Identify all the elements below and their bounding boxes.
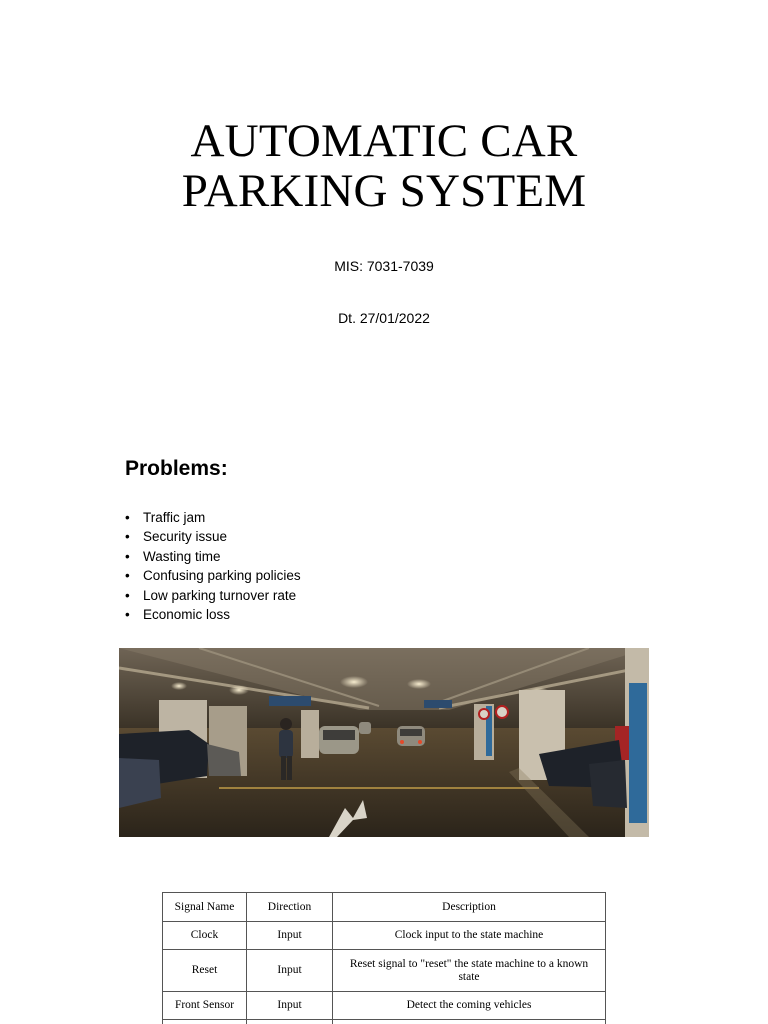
table-cell: Input — [247, 922, 333, 950]
list-item — [125, 547, 301, 566]
list-item-text: Low parking turnover rate — [143, 587, 297, 603]
list-item-text: Security issue — [143, 529, 228, 545]
table-cell: Clock input to the state machine — [333, 922, 606, 950]
list-item-text: Economic loss — [143, 607, 231, 623]
list-item-text: Confusing parking policies — [143, 568, 301, 584]
bullet-icon: • — [125, 587, 130, 603]
column-header: Direction — [247, 893, 333, 922]
list-item-text: Wasting time — [143, 548, 221, 564]
list-item — [125, 527, 301, 546]
bullet-icon: • — [125, 568, 130, 584]
table-cell: Input — [247, 992, 333, 1020]
list-item-text: Traffic jam — [143, 510, 206, 525]
table-row — [163, 922, 606, 950]
table-cell — [247, 1020, 333, 1024]
column-header: Description — [333, 893, 606, 922]
table-row — [163, 1020, 606, 1024]
document-title — [0, 116, 768, 216]
table-cell — [163, 1020, 247, 1024]
table-cell: Input — [247, 950, 333, 992]
table-cell: Reset signal to "reset" the state machine to a known state — [333, 950, 606, 992]
bullet-icon: • — [125, 548, 130, 564]
table-cell: Clock — [163, 922, 247, 950]
list-item — [125, 508, 301, 527]
table-cell: Detect the coming vehicles — [333, 992, 606, 1020]
bullet-icon: • — [125, 607, 130, 623]
table-cell — [333, 1020, 606, 1024]
list-item — [125, 566, 301, 585]
table-cell: Front Sensor — [163, 992, 247, 1020]
signal-table — [162, 892, 606, 1024]
table-row — [163, 950, 606, 992]
list-item — [125, 586, 301, 605]
list-item — [125, 605, 301, 624]
problems-list — [125, 508, 301, 624]
document-date: Dt. 27/01/2022 — [338, 310, 430, 326]
column-header: Signal Name — [163, 893, 247, 922]
table-header-row — [163, 893, 606, 922]
table-cell: Reset — [163, 950, 247, 992]
problems-heading: Problems: — [125, 457, 228, 480]
bullet-icon: • — [125, 510, 130, 525]
table-row — [163, 992, 606, 1020]
mis-number: MIS: 7031-7039 — [334, 258, 434, 274]
title-line-1: AUTOMATIC CAR — [190, 115, 578, 167]
parking-garage-photo — [119, 648, 649, 837]
bullet-icon: • — [125, 529, 130, 545]
title-line-2: PARKING SYSTEM — [181, 165, 587, 217]
